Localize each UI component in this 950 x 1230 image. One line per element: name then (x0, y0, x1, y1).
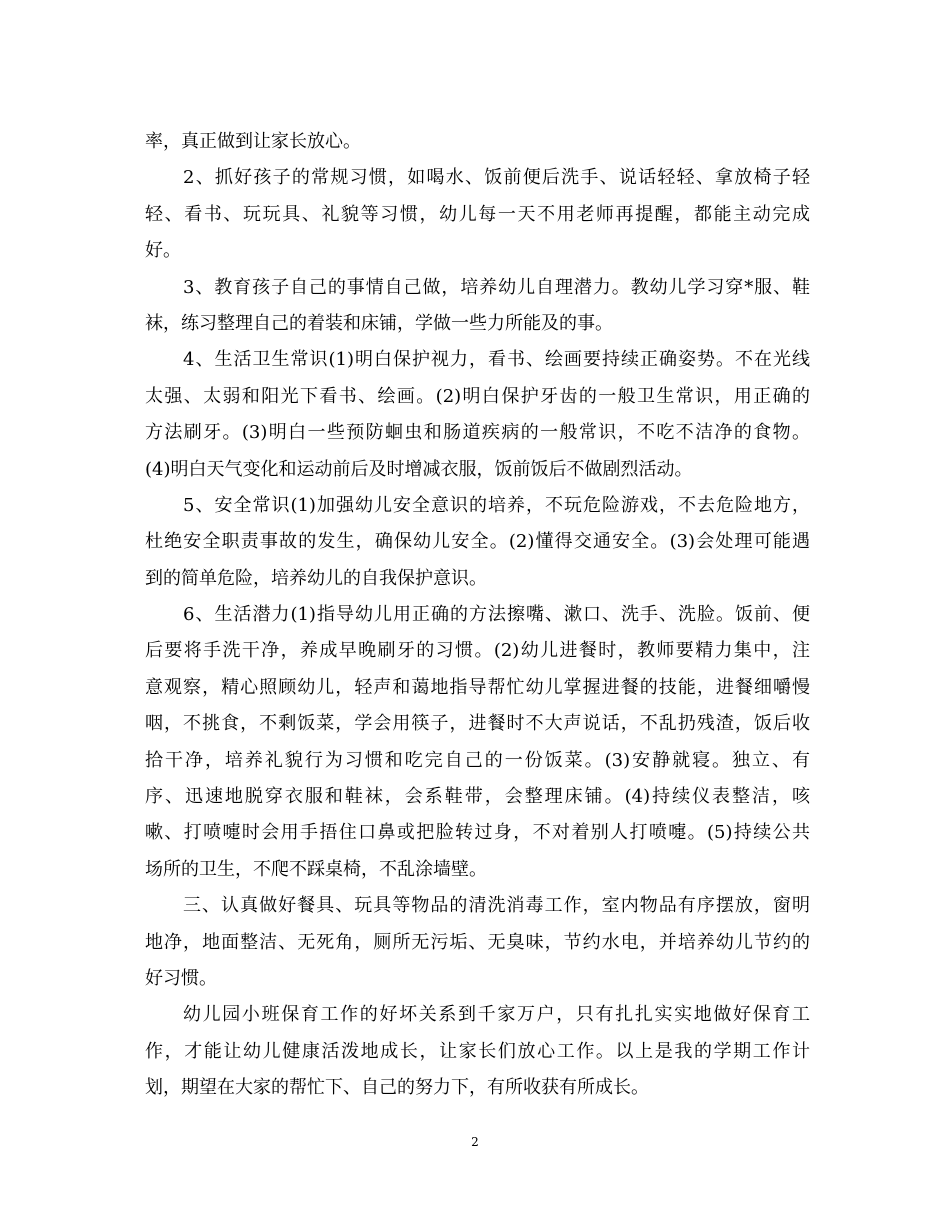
text-line: 拾干净，培养礼貌行为习惯和吃完自己的一份饭菜。(3)安静就寝。独立、有 (145, 749, 810, 771)
text-line: 杜绝安全职责事故的发生，确保幼儿安全。(2)懂得交通安全。(3)会处理可能遇 (145, 531, 810, 553)
text-line: 4、生活卫生常识(1)明白保护视力，看书、绘画要持续正确姿势。不在光线 (183, 349, 810, 371)
text-line: 嗽、打喷嚏时会用手捂住口鼻或把脸转过身，不对着别人打喷嚏。(5)持续公共 (145, 822, 810, 844)
text-line: 到的简单危险，培养幼儿的自我保护意识。 (145, 567, 487, 589)
document-body (145, 124, 810, 1107)
text-line: 袜，练习整理自己的着装和床铺，学做一些力所能及的事。 (145, 312, 613, 334)
page-number: 2 (471, 1135, 479, 1149)
text-line: 5、安全常识(1)加强幼儿安全意识的培养，不玩危险游戏，不去危险地方， (183, 494, 810, 516)
text-line: 场所的卫生，不爬不踩桌椅，不乱涂墙壁。 (145, 858, 487, 880)
text-line: 2、抓好孩子的常规习惯，如喝水、饭前便后洗手、说话轻轻、拿放椅子轻 (183, 167, 810, 189)
text-line: 方法刷牙。(3)明白一些预防蛔虫和肠道疾病的一般常识，不吃不洁净的食物。 (145, 422, 810, 444)
text-line: 6、生活潜力(1)指导幼儿用正确的方法擦嘴、漱口、洗手、洗脸。饭前、便 (183, 604, 810, 626)
text-line: 太强、太弱和阳光下看书、绘画。(2)明白保护牙齿的一般卫生常识，用正确的 (145, 385, 810, 407)
text-line: 地净，地面整洁、无死角，厕所无污垢、无臭味，节约水电，并培养幼儿节约的 (145, 931, 810, 953)
text-line: 三、认真做好餐具、玩具等物品的清洗消毒工作，室内物品有序摆放，窗明 (183, 895, 810, 917)
text-line: 意观察，精心照顾幼儿，轻声和蔼地指导帮忙幼儿掌握进餐的技能，进餐细嚼慢 (145, 676, 810, 698)
text-line: 好。 (145, 240, 181, 262)
text-line: 划，期望在大家的帮忙下、自己的努力下，有所收获有所成长。 (145, 1077, 649, 1099)
text-line: 咽，不挑食，不剩饭菜，学会用筷子，进餐时不大声说话，不乱扔残渣，饭后收 (145, 713, 810, 735)
text-line: 率，真正做到让家长放心。 (145, 131, 361, 152)
text-line: 轻、看书、玩玩具、礼貌等习惯，幼儿每一天不用老师再提醒，都能主动完成 (145, 203, 810, 225)
text-line: (4)明白天气变化和运动前后及时增减衣服，饭前饭后不做剧烈活动。 (145, 458, 693, 480)
text-line: 好习惯。 (145, 967, 217, 989)
text-line: 序、迅速地脱穿衣服和鞋袜，会系鞋带，会整理床铺。(4)持续仪表整洁，咳 (145, 786, 810, 808)
text-line: 作，才能让幼儿健康活泼地成长，让家长们放心工作。以上是我的学期工作计 (145, 1040, 810, 1062)
text-line: 后要将手洗干净，养成早晚刷牙的习惯。(2)幼儿进餐时，教师要精力集中，注 (145, 640, 810, 662)
text-line: 3、教育孩子自己的事情自己做，培养幼儿自理潜力。教幼儿学习穿*服、鞋 (183, 276, 810, 298)
text-line: 幼儿园小班保育工作的好坏关系到千家万户，只有扎扎实实地做好保育工 (183, 1004, 810, 1026)
